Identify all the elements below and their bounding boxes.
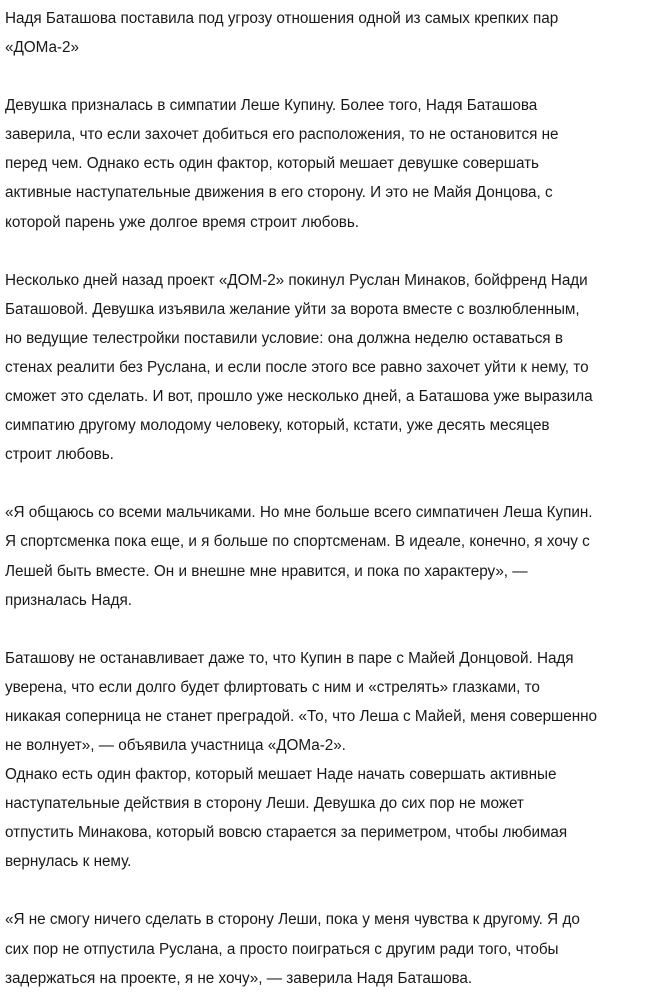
- text-line: активные наступательные движения в его сторону. И это не Майя Донцова, с: [5, 184, 553, 202]
- page-title: [5, 4, 648, 62]
- text-line: «ДОМа-2»: [5, 39, 79, 57]
- text-line: наступательные действия в сторону Леши. Девушка до сих пор не может: [5, 795, 524, 813]
- text-line: «Я общаюсь со всеми мальчиками. Но мне больше всего симпатичен Леша Купин.: [5, 504, 593, 522]
- paragraph: [5, 498, 648, 614]
- text-line: задержаться на проекте, я не хочу», — заверила Надя Баташова.: [5, 969, 473, 987]
- text-line: Надя Баташова поставила под угрозу отношения одной из самых крепких пар: [5, 10, 559, 27]
- text-line: уверена, что если долго будет флиртовать с ним и «стрелять» глазками, то: [5, 678, 540, 696]
- text-line: призналась Надя.: [5, 591, 132, 609]
- text-line: стенах реалити без Руслана, и если после этого все равно захочет уйти к нему, то: [5, 358, 589, 376]
- text-line: Однако есть один фактор, который мешает Наде начать совершать активные: [5, 766, 557, 784]
- text-line: но ведущие телестройки поставили условие: она должна неделю оставаться в: [5, 329, 563, 347]
- text-line: Лешей быть вместе. Он и внешне мне нравится, и пока по характеру», —: [5, 562, 528, 580]
- text-line: никакая соперница не станет преградой. «То, что Леша с Майей, меня совершенно: [5, 707, 597, 725]
- text-line: сих пор не отпустила Руслана, а просто поиграться с другим ради того, чтобы: [5, 940, 559, 958]
- text-line: Баташовой. Девушка изъявила желание уйти за ворота вместе с возлюбленным,: [5, 300, 580, 318]
- text-line: «Я не смогу ничего сделать в сторону Леши, пока у меня чувства к другому. Я до: [5, 911, 580, 929]
- paragraph: [5, 644, 648, 877]
- text-line: вернулась к нему.: [5, 853, 132, 871]
- text-line: Баташову не останавливает даже то, что Купин в паре с Майей Донцовой. Надя: [5, 649, 574, 667]
- paragraph: [5, 91, 648, 236]
- text-line: не волнует», — объявила участница «ДОМа-2».: [5, 736, 346, 754]
- text-line: строит любовь.: [5, 446, 114, 464]
- text-line: Несколько дней назад проект «ДОМ-2» покинул Руслан Минаков, бойфренд Нади: [5, 271, 588, 289]
- text-line: сможет это сделать. И вот, прошло уже несколько дней, а Баташова уже выразила: [5, 388, 593, 406]
- text-line: Я спортсменка пока еще, и я больше по спортсменам. В идеале, конечно, я хочу с: [5, 533, 590, 551]
- text-line: отпустить Минакова, который вовсю старается за периметром, чтобы любимая: [5, 824, 568, 842]
- paragraph: [5, 266, 648, 470]
- text-line: симпатию другому молодому человеку, который, кстати, уже десять месяцев: [5, 417, 550, 435]
- text-line: перед чем. Однако есть один фактор, который мешает девушке совершать: [5, 155, 539, 173]
- paragraph: [5, 905, 648, 992]
- text-line: Девушка призналась в симпатии Леше Купину. Более того, Надя Баташова: [5, 97, 538, 115]
- text-line: которой парень уже долгое время строит любовь.: [5, 213, 359, 231]
- text-line: заверила, что если захочет добиться его расположения, то не остановится не: [5, 126, 559, 144]
